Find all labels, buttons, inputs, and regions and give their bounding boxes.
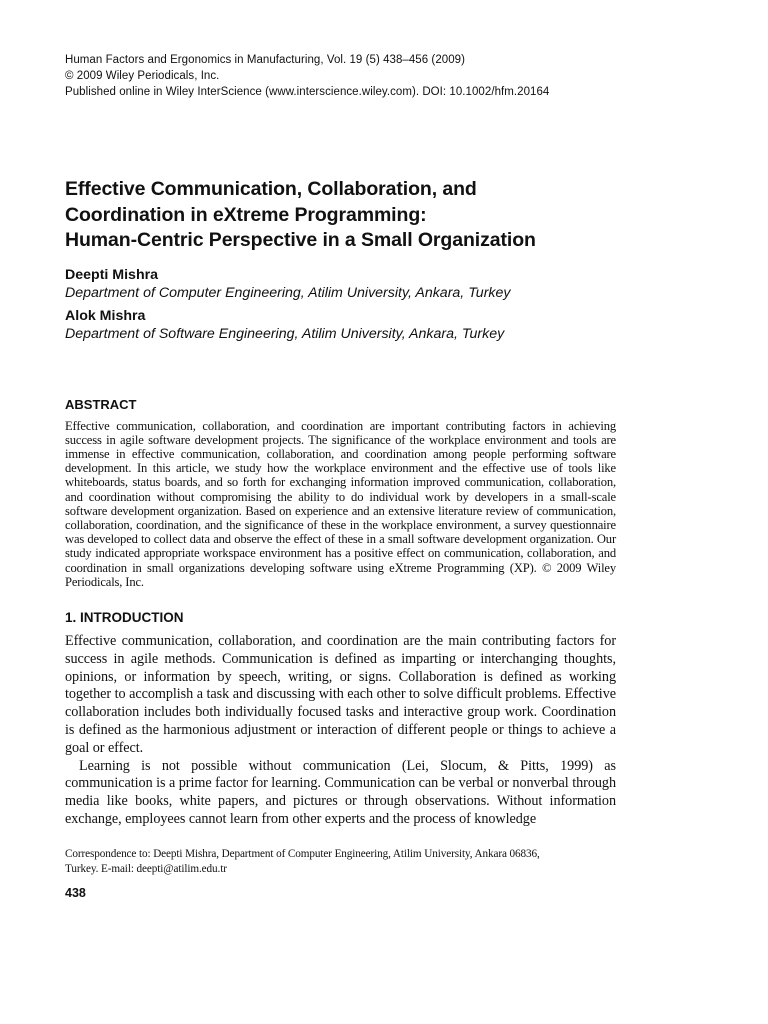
page-number: 438 [65,885,86,900]
paper-title [65,177,616,254]
intro-paragraph-2: Learning is not possible without communication (Lei, Slocum, & Pitts, 1999) as communication is a prime factor for learning. Communication can be verbal or nonverbal through media like books, white papers, and pictures or through observations. Without information exchange, employees cannot learn from other experts and the process of knowledge [65,757,616,827]
section-heading-introduction: 1. INTRODUCTION [65,609,184,625]
paper-page [65,52,616,900]
title-line-2: Coordination in eXtreme Programming: [65,203,427,226]
author-affiliation: Department of Computer Engineering, Atilim University, Ankara, Turkey [65,284,511,301]
intro-paragraph-1: Effective communication, collaboration, and coordination are the main contributing factors for success in agile methods. Communication is defined as imparting or interchanging thoughts, opinions, or information by speech, writing, or signs. Collaboration is defined as working together to accomplish a task and discussing with each other to solve difficult problems. Effective collaboration includes both individually focused tasks and interactive group work. Coordination is defined as the harmonious adjustment or interaction of different people or things to achieve a goal or effect. [65,632,616,756]
author-affiliation: Department of Software Engineering, Atilim University, Ankara, Turkey [65,325,505,342]
publication-info: Published online in Wiley InterScience (www.interscience.wiley.com). DOI: 10.1002/hfm.20164 [65,86,550,98]
footnote-line-1: Correspondence to: Deepti Mishra, Department of Computer Engineering, Atilim University, Ankara 06836, [65,847,540,860]
title-line-1: Effective Communication, Collaboration, and [65,178,477,200]
abstract-heading: ABSTRACT [65,396,137,412]
journal-citation: Human Factors and Ergonomics in Manufacturing, Vol. 19 (5) 438–456 (2009) [65,54,465,66]
journal-header [65,52,616,100]
footnote-line-2: Turkey. E-mail: deepti@atilim.edu.tr [65,862,227,875]
author-name: Alok Mishra [65,307,146,324]
title-line-3: Human-Centric Perspective in a Small Organization [65,229,536,251]
author-1 [65,266,616,302]
copyright-line: © 2009 Wiley Periodicals, Inc. [65,70,220,82]
author-2 [65,307,616,343]
author-name: Deepti Mishra [65,266,159,283]
correspondence-footnote [65,847,616,877]
abstract-text: Effective communication, collaboration, and coordination are important contributing factors in achieving success in agile software development projects. The significance of the workplace environment and tools are immense in effective communication, collaboration, and coordination among people performing software development. In this article, we study how the workplace environment and the effective use of tools like whiteboards, status boards, and so forth for exchanging information improved communication, collaboration, and coordination without compromising the ability to do individual work by developers in a small-scale software development organization. Based on experience and an extensive literature review of communication, collaboration, coordination, and the significance of these in the workplace environment, a survey questionnaire was developed to collect data and observe the effect of these in a small software development organization. Our study indicated appropriate workspace environment has a positive effect on communication, collaboration, and coordination in small organizations developing software using eXtreme Programming (XP). © 2009 Wiley Periodicals, Inc. [65,418,616,589]
